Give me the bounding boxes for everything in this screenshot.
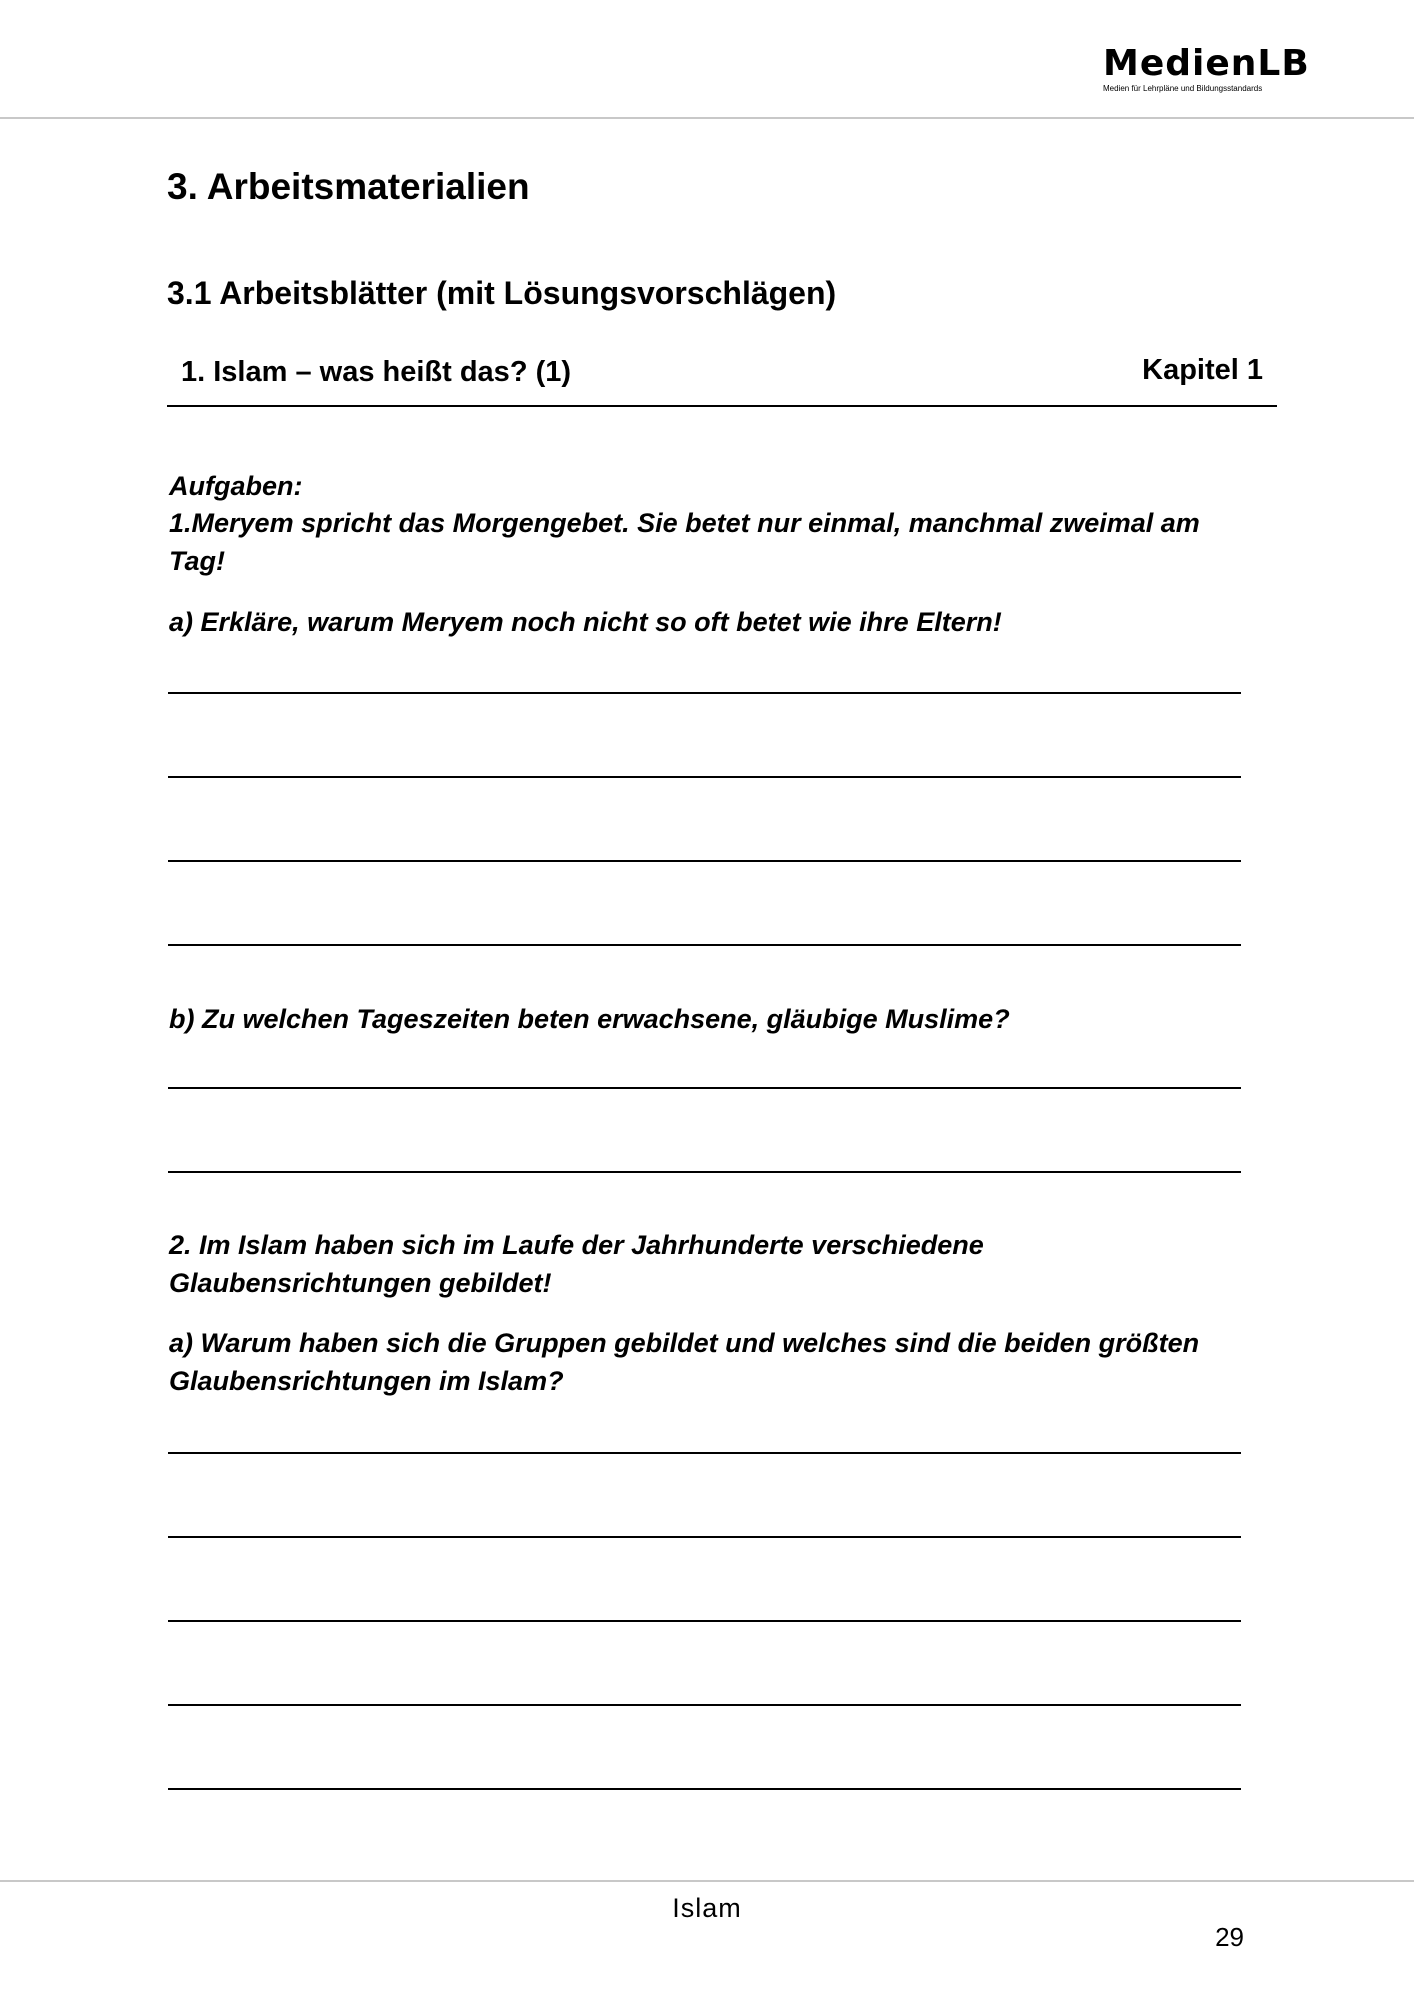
worksheet-chapter: Kapitel 1 bbox=[1142, 354, 1263, 386]
answer-line-1a-2[interactable] bbox=[168, 776, 1241, 778]
medienlb-logo bbox=[1103, 43, 1310, 93]
task-2-prompt: 2. Im Islam haben sich im Laufe der Jahrhunderte verschiedene Glaubensrichtungen gebildet! bbox=[169, 1230, 984, 1298]
answer-line-1a-3[interactable] bbox=[168, 860, 1241, 862]
task-1-prompt: 1.Meryem spricht das Morgengebet. Sie betet nur einmal, manchmal zweimal am Tag! bbox=[169, 508, 1200, 576]
task-2a-prompt: a) Warum haben sich die Gruppen gebildet und welches sind die beiden größten Glaubensrichtungen im Islam? bbox=[169, 1328, 1200, 1396]
subsection-title: 3.1 Arbeitsblätter (mit Lösungsvorschlägen) bbox=[167, 275, 837, 311]
answer-line-2a-1[interactable] bbox=[168, 1452, 1241, 1454]
task-1a-prompt: a) Erkläre, warum Meryem noch nicht so oft betet wie ihre Eltern! bbox=[169, 607, 1002, 637]
answer-line-2a-2[interactable] bbox=[168, 1536, 1241, 1538]
worksheet-title: 1. Islam – was heißt das? (1) bbox=[181, 356, 572, 388]
answer-line-2a-3[interactable] bbox=[168, 1620, 1241, 1622]
page-number: 29 bbox=[1215, 1922, 1244, 1952]
footer-title: Islam bbox=[672, 1893, 742, 1923]
answer-line-2a-4[interactable] bbox=[168, 1704, 1241, 1706]
tasks-heading: Aufgaben: bbox=[169, 471, 303, 501]
logo-text: MedienLB bbox=[1103, 43, 1310, 84]
logo-subtitle: Medien für Lehrpläne und Bildungsstandards bbox=[1103, 84, 1263, 93]
footer-divider bbox=[0, 1880, 1414, 1882]
answer-line-1a-4[interactable] bbox=[168, 944, 1241, 946]
answer-line-1b-1[interactable] bbox=[168, 1087, 1241, 1089]
answer-line-2a-5[interactable] bbox=[168, 1788, 1241, 1790]
task-1b-prompt: b) Zu welchen Tageszeiten beten erwachsene, gläubige Muslime? bbox=[169, 1004, 1010, 1034]
answer-line-1a-1[interactable] bbox=[168, 692, 1241, 694]
header-divider bbox=[0, 117, 1414, 119]
section-title: 3. Arbeitsmaterialien bbox=[167, 166, 530, 207]
worksheet-divider bbox=[167, 405, 1277, 407]
answer-line-1b-2[interactable] bbox=[168, 1171, 1241, 1173]
